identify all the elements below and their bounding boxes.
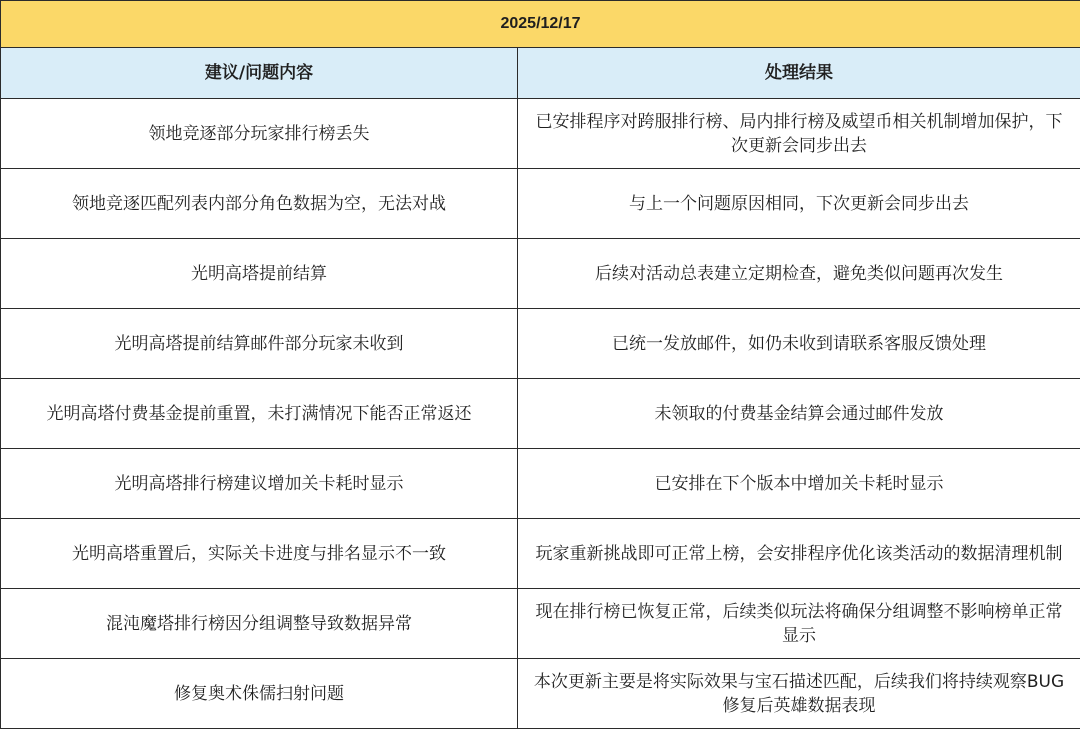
issue-column-header: 建议/问题内容 — [1, 48, 518, 99]
table-row — [1, 589, 1080, 659]
result-cell: 后续对活动总表建立定期检查，避免类似问题再次发生 — [518, 239, 1080, 309]
issue-cell: 修复奥术侏儒扫射问题 — [1, 659, 518, 729]
result-cell: 与上一个问题原因相同，下次更新会同步出去 — [518, 169, 1080, 239]
result-cell: 已安排程序对跨服排行榜、局内排行榜及威望币相关机制增加保护，下次更新会同步出去 — [518, 99, 1080, 169]
result-cell: 未领取的付费基金结算会通过邮件发放 — [518, 379, 1080, 449]
result-cell: 已安排在下个版本中增加关卡耗时显示 — [518, 449, 1080, 519]
issue-cell: 光明高塔提前结算 — [1, 239, 518, 309]
table-row — [1, 239, 1080, 309]
issue-cell: 领地竞逐部分玩家排行榜丢失 — [1, 99, 518, 169]
issue-cell: 光明高塔提前结算邮件部分玩家未收到 — [1, 309, 518, 379]
result-cell: 已统一发放邮件，如仍未收到请联系客服反馈处理 — [518, 309, 1080, 379]
result-cell: 现在排行榜已恢复正常，后续类似玩法将确保分组调整不影响榜单正常显示 — [518, 589, 1080, 659]
table-row — [1, 449, 1080, 519]
issue-cell: 光明高塔重置后，实际关卡进度与排名显示不一致 — [1, 519, 518, 589]
date-cell: 2025/12/17 — [1, 1, 1080, 48]
table-row — [1, 169, 1080, 239]
result-cell: 本次更新主要是将实际效果与宝石描述匹配，后续我们将持续观察BUG修复后英雄数据表现 — [518, 659, 1080, 729]
issue-cell: 光明高塔排行榜建议增加关卡耗时显示 — [1, 449, 518, 519]
table-row — [1, 99, 1080, 169]
date-row — [1, 1, 1080, 48]
table-row — [1, 309, 1080, 379]
table-row — [1, 379, 1080, 449]
result-column-header: 处理结果 — [518, 48, 1080, 99]
header-row — [1, 48, 1080, 99]
result-cell: 玩家重新挑战即可正常上榜，会安排程序优化该类活动的数据清理机制 — [518, 519, 1080, 589]
issue-cell: 领地竞逐匹配列表内部分角色数据为空，无法对战 — [1, 169, 518, 239]
table-row — [1, 659, 1080, 729]
issue-cell: 混沌魔塔排行榜因分组调整导致数据异常 — [1, 589, 518, 659]
table-row — [1, 519, 1080, 589]
issue-cell: 光明高塔付费基金提前重置，未打满情况下能否正常返还 — [1, 379, 518, 449]
